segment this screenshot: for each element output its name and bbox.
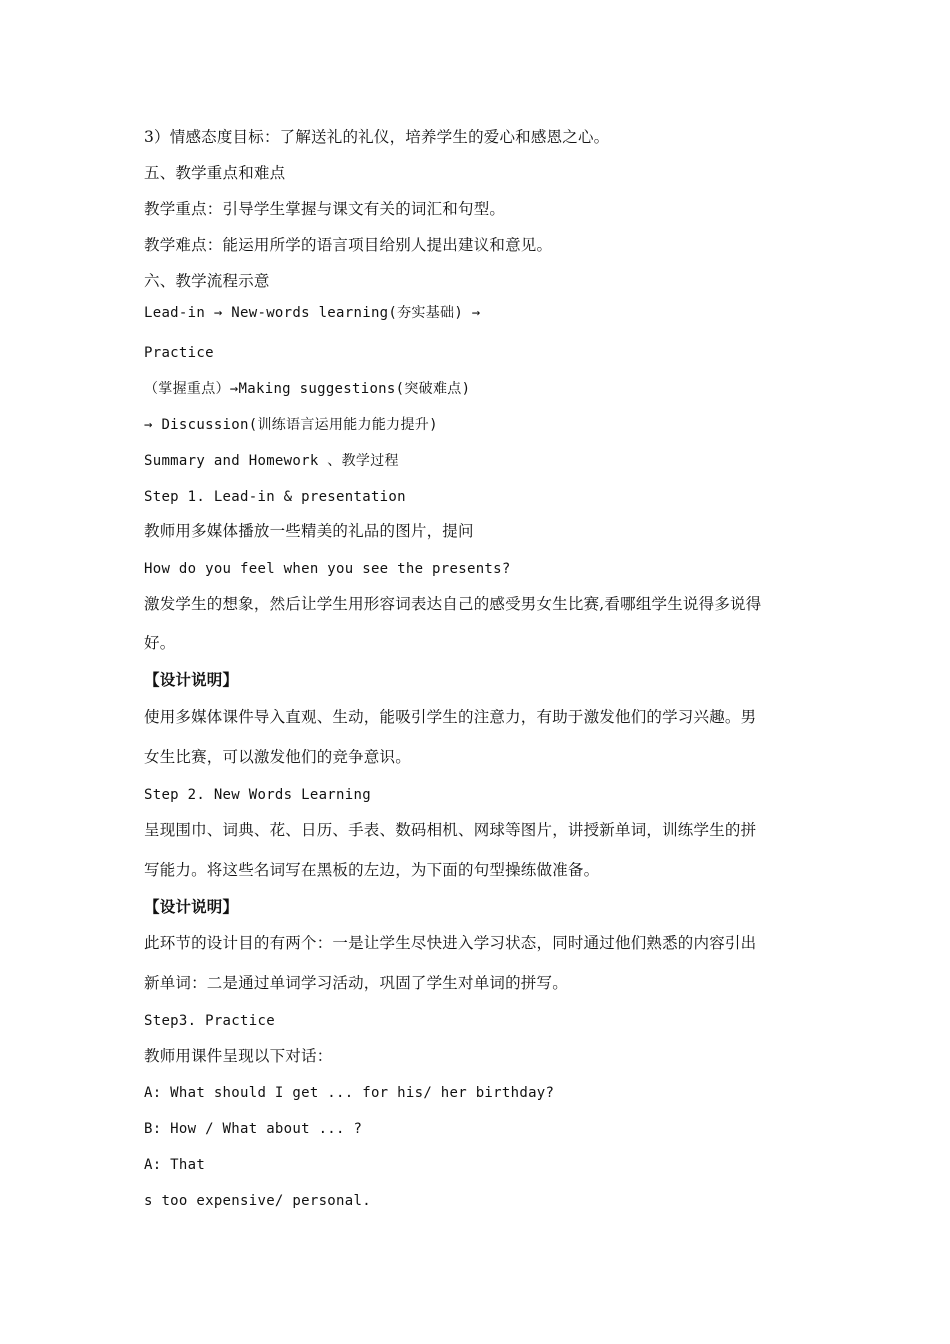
text-line-flow-5: Summary and Homework 、教学过程 <box>144 453 399 469</box>
step-heading-3: Step3. Practice <box>144 1013 275 1029</box>
step-heading-2: Step 2. New Words Learning <box>144 787 371 803</box>
text-line-step1-question: How do you feel when you see the presents? <box>144 561 511 577</box>
section-heading-key-points: 五、教学重点和难点 <box>144 164 286 182</box>
dialogue-line-a2: A: That <box>144 1157 206 1173</box>
text-line-flow-4: → Discussion(训练语言运用能力能力提升) <box>144 417 438 433</box>
text-line-step3-desc: 教师用课件呈现以下对话： <box>144 1047 333 1065</box>
text-line-flow-2: Practice <box>144 345 214 361</box>
dialogue-line-a2-cont: s too expensive/ personal. <box>144 1193 371 1209</box>
text-line-flow-1: Lead-in → New-words learning(夯实基础) → <box>144 305 481 321</box>
text-line-design-note-1-cont: 女生比赛，可以激发他们的竞争意识。 <box>144 748 411 766</box>
dialogue-line-b1: B: How / What about ... ? <box>144 1121 363 1137</box>
text-line-design-note-2: 此环节的设计目的有两个：一是让学生尽快进入学习状态，同时通过他们熟悉的内容引出 <box>144 934 757 952</box>
dialogue-line-a1: A: What should I get ... for his/ her birthday? <box>144 1085 555 1101</box>
text-line-step1-desc: 教师用多媒体播放一些精美的礼品的图片，提问 <box>144 522 474 540</box>
text-line-key-point: 教学重点：引导学生掌握与课文有关的词汇和句型。 <box>144 200 506 218</box>
text-line-emotion-goal: 3）情感态度目标：了解送礼的礼仪，培养学生的爱心和感恩之心。 <box>144 128 610 146</box>
text-line-design-note-1: 使用多媒体课件导入直观、生动，能吸引学生的注意力，有助于激发他们的学习兴趣。男 <box>144 708 757 726</box>
design-note-heading-2: 【设计说明】 <box>144 897 239 916</box>
design-note-heading-1: 【设计说明】 <box>144 670 239 689</box>
text-line-step2-desc-cont: 写能力。将这些名词写在黑板的左边，为下面的句型操练做准备。 <box>144 861 600 879</box>
text-line-step2-desc: 呈现围巾、词典、花、日历、手表、数码相机、网球等图片，讲授新单词，训练学生的拼 <box>144 821 757 839</box>
text-line-step1-activity: 激发学生的想象，然后让学生用形容词表达自己的感受男女生比赛,看哪组学生说得多说得 <box>144 595 762 613</box>
section-heading-flow: 六、教学流程示意 <box>144 272 270 290</box>
text-line-flow-3: （掌握重点）→Making suggestions(突破难点) <box>144 381 471 397</box>
text-line-difficult-point: 教学难点：能运用所学的语言项目给别人提出建议和意见。 <box>144 236 553 254</box>
step-heading-1: Step 1. Lead-in & presentation <box>144 489 406 505</box>
text-line-step1-activity-cont: 好。 <box>144 634 176 652</box>
text-line-design-note-2-cont: 新单词：二是通过单词学习活动，巩固了学生对单词的拼写。 <box>144 974 568 992</box>
